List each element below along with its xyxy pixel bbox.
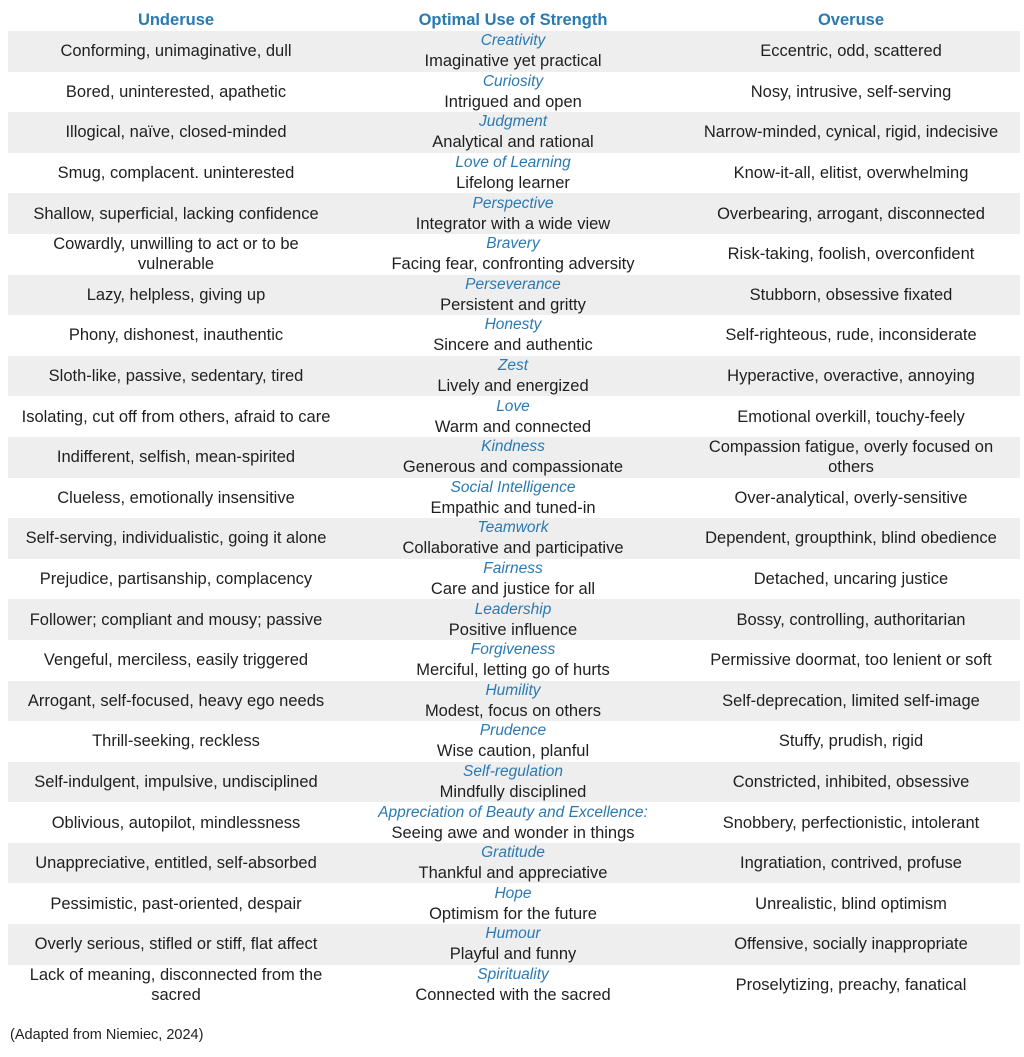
optimal-cell	[344, 721, 682, 761]
overuse-cell: Know-it-all, elitist, overwhelming	[733, 164, 969, 183]
table-row	[8, 315, 1020, 356]
optimal-cell	[344, 518, 682, 558]
underuse-cell: Arrogant, self-focused, heavy ego needs	[27, 691, 325, 710]
strength-name: Honesty	[484, 316, 542, 334]
overuse-cell: Snobbery, perfectionistic, intolerant	[722, 813, 980, 832]
strength-name: Judgment	[478, 113, 548, 131]
optimal-cell	[344, 803, 682, 843]
optimal-description: Optimism for the future	[429, 904, 597, 923]
table-row	[8, 72, 1020, 113]
overuse-cell: Self-deprecation, limited self-image	[722, 691, 980, 710]
optimal-description: Generous and compassionate	[402, 458, 624, 477]
table-row	[8, 843, 1020, 884]
optimal-cell	[344, 397, 682, 437]
strength-name: Fairness	[483, 560, 543, 578]
underuse-cell: Shallow, superficial, lacking confidence	[33, 204, 319, 223]
strength-name: Bravery	[486, 235, 540, 253]
optimal-description: Positive influence	[448, 620, 578, 639]
optimal-cell	[344, 884, 682, 924]
table-row	[8, 681, 1020, 722]
strength-name: Self-regulation	[463, 762, 563, 780]
optimal-description: Lively and energized	[437, 377, 589, 396]
underuse-cell: Oblivious, autopilot, mindlessness	[51, 813, 301, 832]
optimal-cell	[344, 31, 682, 71]
strength-name: Spirituality	[477, 965, 549, 983]
underuse-cell: Unappreciative, entitled, self-absorbed	[35, 854, 317, 873]
optimal-cell	[344, 924, 682, 964]
overuse-cell: Constricted, inhibited, obsessive	[732, 772, 970, 791]
optimal-cell	[344, 843, 682, 883]
header-optimal: Optimal Use of Strength	[418, 10, 608, 29]
underuse-cell: Vengeful, merciless, easily triggered	[43, 651, 309, 670]
strength-name: Gratitude	[481, 844, 545, 862]
strength-name: Hope	[494, 884, 532, 902]
strength-name: Zest	[497, 357, 529, 375]
overuse-cell: Permissive doormat, too lenient or soft	[710, 651, 992, 670]
underuse-cell: Smug, complacent. uninterested	[57, 164, 295, 183]
optimal-description: Lifelong learner	[456, 174, 570, 193]
optimal-description: Care and justice for all	[430, 580, 596, 599]
overuse-cell: Nosy, intrusive, self-serving	[750, 82, 952, 101]
optimal-cell	[344, 437, 682, 477]
optimal-cell	[344, 315, 682, 355]
optimal-cell	[344, 600, 682, 640]
strengths-table	[8, 31, 1020, 1005]
optimal-cell	[344, 194, 682, 234]
table-row	[8, 193, 1020, 234]
optimal-description: Connected with the sacred	[415, 985, 611, 1004]
optimal-description: Imaginative yet practical	[424, 52, 602, 71]
overuse-cell: Overbearing, arrogant, disconnected	[717, 204, 985, 223]
underuse-cell: Pessimistic, past-oriented, despair	[50, 894, 302, 913]
table-row	[8, 153, 1020, 194]
optimal-cell	[344, 275, 682, 315]
underuse-cell: Self-serving, individualistic, going it alone	[25, 529, 327, 548]
underuse-cell: Sloth-like, passive, sedentary, tired	[48, 367, 304, 386]
strength-name: Leadership	[474, 600, 552, 618]
table-header	[8, 9, 1020, 31]
table-row	[8, 762, 1020, 803]
table-row	[8, 640, 1020, 681]
table-row	[8, 802, 1020, 843]
table-row	[8, 883, 1020, 924]
table-row	[8, 356, 1020, 397]
table-row	[8, 965, 1020, 1006]
overuse-cell: Proselytizing, preachy, fanatical	[735, 975, 967, 994]
overuse-cell: Risk-taking, foolish, overconfident	[727, 245, 975, 264]
optimal-cell	[344, 478, 682, 518]
table-row	[8, 924, 1020, 965]
strength-name: Forgiveness	[470, 641, 556, 659]
underuse-cell: Thrill-seeking, reckless	[92, 732, 260, 751]
header-underuse: Underuse	[137, 10, 215, 29]
strength-name: Humour	[485, 925, 541, 943]
optimal-cell	[344, 762, 682, 802]
optimal-description: Integrator with a wide view	[415, 214, 611, 233]
overuse-cell: Unrealistic, blind optimism	[755, 894, 947, 913]
optimal-description: Seeing awe and wonder in things	[391, 823, 635, 842]
table-row	[8, 518, 1020, 559]
strength-name: Love of Learning	[455, 154, 571, 172]
optimal-description: Merciful, letting go of hurts	[416, 661, 610, 680]
optimal-cell	[344, 153, 682, 193]
strength-name: Creativity	[480, 32, 546, 50]
strength-name: Perseverance	[465, 275, 561, 293]
optimal-description: Collaborative and participative	[402, 539, 624, 558]
table-row	[8, 478, 1020, 519]
strength-name: Appreciation of Beauty and Excellence:	[378, 803, 648, 821]
overuse-cell: Dependent, groupthink, blind obedience	[705, 529, 997, 548]
underuse-cell: Bored, uninterested, apathetic	[65, 82, 287, 101]
underuse-cell: Self-indulgent, impulsive, undisciplined	[34, 772, 318, 791]
overuse-cell: Hyperactive, overactive, annoying	[727, 367, 975, 386]
overuse-cell: Stuffy, prudish, rigid	[778, 732, 924, 751]
overuse-cell: Ingratiation, contrived, profuse	[740, 854, 962, 873]
optimal-cell	[344, 681, 682, 721]
table-row	[8, 437, 1020, 478]
underuse-cell: Conforming, unimaginative, dull	[60, 42, 292, 61]
strength-name: Love	[496, 397, 530, 415]
overuse-cell: Narrow-minded, cynical, rigid, indecisive	[703, 123, 999, 142]
overuse-cell: Emotional overkill, touchy-feely	[737, 407, 965, 426]
table-row	[8, 112, 1020, 153]
underuse-cell: Overly serious, stifled or stiff, flat affect	[34, 935, 318, 954]
optimal-description: Modest, focus on others	[424, 701, 602, 720]
table-row	[8, 721, 1020, 762]
strength-name: Teamwork	[477, 519, 549, 537]
optimal-cell	[344, 72, 682, 112]
overuse-cell: Self-righteous, rude, inconsiderate	[725, 326, 977, 345]
underuse-cell: Phony, dishonest, inauthentic	[68, 326, 284, 345]
overuse-cell: Compassion fatigue, overly focused on others	[708, 438, 994, 477]
optimal-cell	[344, 965, 682, 1005]
overuse-cell: Eccentric, odd, scattered	[760, 42, 942, 61]
underuse-cell: Follower; compliant and mousy; passive	[29, 610, 323, 629]
optimal-description: Facing fear, confronting adversity	[391, 255, 635, 274]
table-row	[8, 234, 1020, 275]
table-row	[8, 275, 1020, 316]
table-row	[8, 599, 1020, 640]
optimal-cell	[344, 640, 682, 680]
optimal-description: Persistent and gritty	[440, 295, 586, 314]
source-footnote: (Adapted from Niemiec, 2024)	[10, 1027, 204, 1043]
optimal-description: Empathic and tuned-in	[430, 498, 596, 517]
optimal-description: Analytical and rational	[432, 133, 594, 152]
underuse-cell: Indifferent, selfish, mean-spirited	[56, 448, 296, 467]
strength-name: Kindness	[481, 438, 545, 456]
table-row	[8, 396, 1020, 437]
overuse-cell: Offensive, socially inappropriate	[734, 935, 968, 954]
strength-name: Social Intelligence	[450, 478, 576, 496]
underuse-cell: Isolating, cut off from others, afraid to care	[21, 407, 331, 426]
underuse-cell: Cowardly, unwilling to act or to be vulnerable	[53, 235, 299, 274]
optimal-description: Warm and connected	[434, 417, 592, 436]
strength-name: Perspective	[472, 194, 554, 212]
underuse-cell: Prejudice, partisanship, complacency	[39, 570, 313, 589]
optimal-description: Intrigued and open	[444, 92, 582, 111]
optimal-description: Mindfully disciplined	[439, 782, 587, 801]
optimal-cell	[344, 234, 682, 274]
optimal-cell	[344, 559, 682, 599]
overuse-cell: Detached, uncaring justice	[753, 570, 949, 589]
underuse-cell: Lack of meaning, disconnected from the sacred	[29, 965, 323, 1004]
optimal-description: Sincere and authentic	[433, 336, 593, 355]
underuse-cell: Illogical, naïve, closed-minded	[65, 123, 287, 142]
optimal-description: Playful and funny	[449, 945, 577, 964]
optimal-description: Thankful and appreciative	[418, 864, 608, 883]
header-overuse: Overuse	[817, 10, 885, 29]
overuse-cell: Stubborn, obsessive fixated	[749, 285, 953, 304]
optimal-cell	[344, 112, 682, 152]
optimal-cell	[344, 356, 682, 396]
overuse-cell: Over-analytical, overly-sensitive	[734, 488, 968, 507]
strength-name: Curiosity	[482, 72, 544, 90]
table-row	[8, 31, 1020, 72]
strength-name: Humility	[485, 681, 541, 699]
strength-name: Prudence	[479, 722, 547, 740]
underuse-cell: Lazy, helpless, giving up	[86, 285, 266, 304]
table-row	[8, 559, 1020, 600]
overuse-cell: Bossy, controlling, authoritarian	[736, 610, 966, 629]
optimal-description: Wise caution, planful	[436, 742, 590, 761]
underuse-cell: Clueless, emotionally insensitive	[57, 488, 295, 507]
